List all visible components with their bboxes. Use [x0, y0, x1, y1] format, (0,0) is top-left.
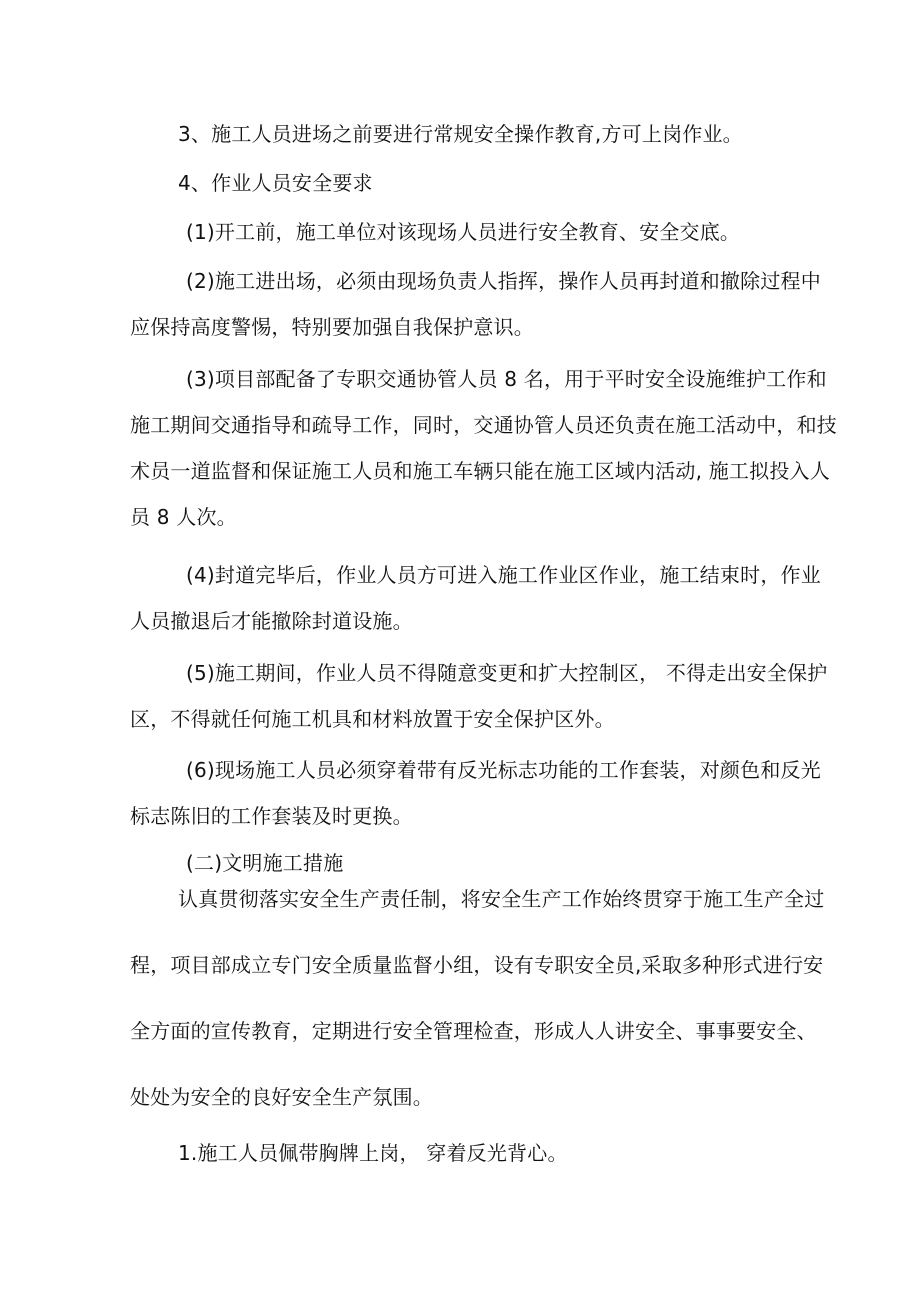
paragraph-sub-6: [130, 747, 830, 839]
paragraph-sub-2: [130, 258, 830, 350]
paragraph-item-3: [130, 111, 830, 157]
text-line: 应保持高度警惕，特别要加强自我保护意识。: [130, 315, 534, 339]
paragraph-item-4: [130, 160, 830, 206]
text-line: (二)文明施工措施: [186, 851, 344, 875]
text-line: 区，不得就任何施工机具和材料放置于安全保护区外。: [130, 707, 615, 731]
text-line: (1)开工前，施工单位对该现场人员进行安全教育、安全交底。: [186, 220, 741, 244]
text-line: 人员撤退后才能撤除封道设施。: [130, 609, 413, 633]
text-line: (6)现场施工人员必须穿着带有反光标志功能的工作套装，对颜色和反光: [186, 758, 821, 782]
text-line: 施工期间交通指导和疏导工作，同时，交通协管人员还负责在施工活动中，和技: [130, 413, 837, 437]
text-line: 员 8 人次。: [130, 505, 237, 529]
text-line: 1.施工人员佩带胸牌上岗， 穿着反光背心。: [178, 1141, 568, 1165]
text-line: 4、作业人员安全要求: [178, 171, 373, 195]
text-line: (5)施工期间，作业人员不得随意变更和扩大控制区， 不得走出安全保护: [186, 661, 828, 685]
text-line: 认真贯彻落实安全生产责任制，将安全生产工作始终贯穿于施工生产全过: [178, 887, 825, 911]
text-line: 程，项目部成立专门安全质量监督小组，设有专职安全员,采取多种形式进行安: [130, 953, 824, 977]
paragraph-sub-4: [130, 552, 830, 644]
text-line: 处处为安全的良好安全生产氛围。: [130, 1085, 433, 1109]
text-line: (4)封道完毕后，作业人员方可进入施工作业区作业，施工结束时，作业: [186, 563, 821, 587]
paragraph-sub-1: [130, 209, 830, 255]
text-line: (2)施工进出场，必须由现场负责人指挥，操作人员再封道和撤除过程中: [186, 269, 821, 293]
paragraph-section-2-body: [130, 866, 830, 1130]
text-line: 全方面的宣传教育，定期进行安全管理检查，形成人人讲安全、事事要安全、: [130, 1019, 817, 1043]
text-line: 3、施工人员进场之前要进行常规安全操作教育,方可上岗作业。: [178, 122, 743, 146]
text-line: 术员一道监督和保证施工人员和施工车辆只能在施工区域内活动, 施工拟投入人: [130, 459, 830, 483]
paragraph-sub-3: [130, 356, 837, 540]
text-line: 标志陈旧的工作套装及时更换。: [130, 804, 413, 828]
text-line: (3)项目部配备了专职交通协管人员 8 名，用于平时安全设施维护工作和: [186, 367, 827, 391]
paragraph-sub-5: [130, 650, 830, 742]
paragraph-point-1: [130, 1130, 830, 1176]
